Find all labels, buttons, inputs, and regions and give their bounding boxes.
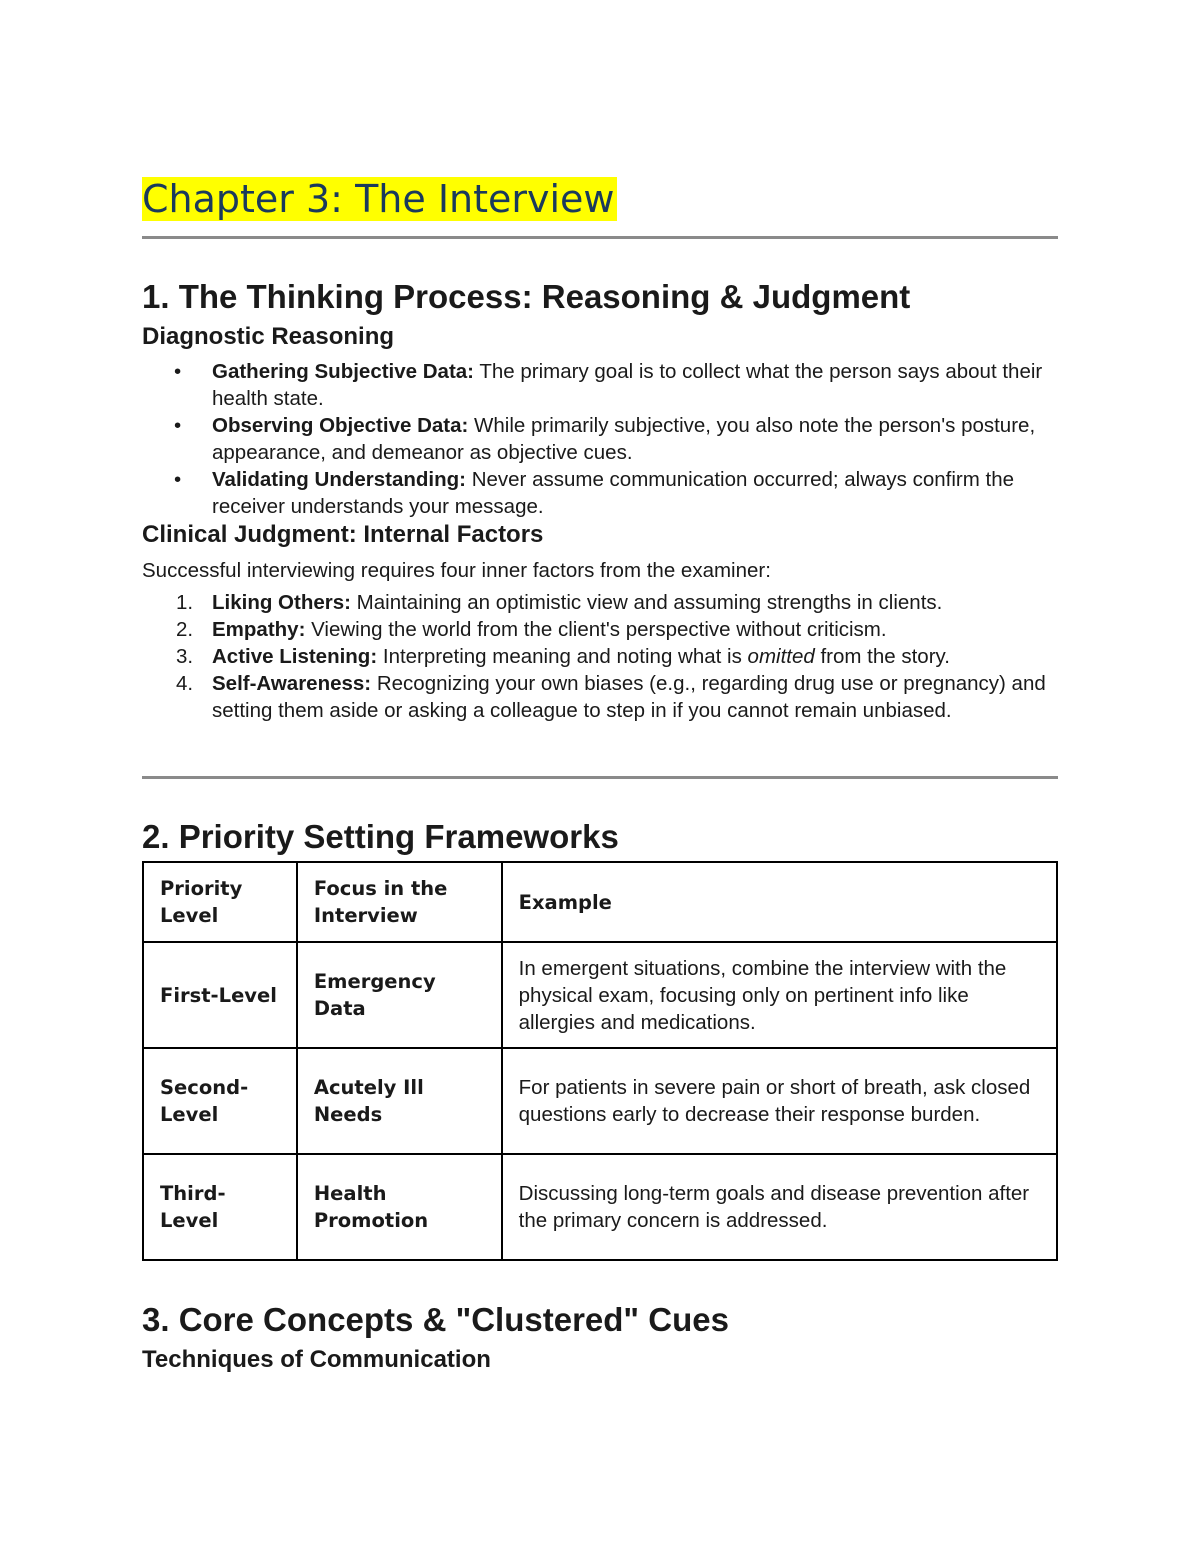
table-header-cell: Example xyxy=(502,862,1057,942)
number-marker: 2. xyxy=(176,618,194,641)
section-2-heading: 2. Priority Setting Frameworks xyxy=(142,818,619,855)
clinical-judgment-heading: Clinical Judgment: Internal Factors xyxy=(142,521,544,548)
description: While primarily subjective, you also note the person's posture, appearance, and demeanor as objective cues. xyxy=(212,414,1036,464)
techniques-heading: Techniques of Communication xyxy=(142,1346,491,1373)
bullet-marker: • xyxy=(174,468,182,491)
table-header-cell: Priority Level xyxy=(143,862,297,942)
bullet-marker: • xyxy=(174,414,182,437)
description: Interpreting meaning and noting what is xyxy=(377,645,748,668)
table-cell: Emergency Data xyxy=(297,942,502,1048)
divider-1 xyxy=(142,236,1058,239)
table-cell: Second-Level xyxy=(143,1048,297,1154)
table-cell: Third-Level xyxy=(143,1154,297,1260)
table-cell: Health Promotion xyxy=(297,1154,502,1260)
description: Viewing the world from the client's perspective without criticism. xyxy=(305,618,887,641)
term: Observing Objective Data: xyxy=(212,414,469,437)
table-cell: Acutely Ill Needs xyxy=(297,1048,502,1154)
title-highlight: Chapter 3: The Interview xyxy=(142,177,615,221)
emphasis: omitted xyxy=(747,645,815,668)
page-title xyxy=(142,174,617,224)
list-item xyxy=(142,616,1058,643)
list-item xyxy=(142,643,1058,670)
bullet-marker: • xyxy=(174,360,182,383)
term: Validating Understanding: xyxy=(212,468,466,491)
divider-2 xyxy=(142,776,1058,779)
table-header-cell: Focus in the Interview xyxy=(297,862,502,942)
term: Empathy: xyxy=(212,618,306,641)
diagnostic-bullet-list xyxy=(142,358,1058,520)
term: Gathering Subjective Data: xyxy=(212,360,475,383)
table-cell: Discussing long-term goals and disease prevention after the primary concern is addressed. xyxy=(502,1154,1057,1260)
table-row xyxy=(143,1154,1057,1260)
description: The primary goal is to collect what the person says about their health state. xyxy=(212,360,1043,410)
description: Never assume communication occurred; always confirm the receiver understands your message. xyxy=(212,468,1015,518)
section-1-heading: 1. The Thinking Process: Reasoning & Judgment xyxy=(142,278,911,315)
description: Maintaining an optimistic view and assuming strengths in clients. xyxy=(350,591,943,614)
table-row xyxy=(143,1048,1057,1154)
table-cell: For patients in severe pain or short of breath, ask closed questions early to decrease their response burden. xyxy=(502,1048,1057,1154)
list-item xyxy=(142,466,1058,520)
term: Self-Awareness: xyxy=(212,672,372,695)
section-3-heading: 3. Core Concepts & "Clustered" Cues xyxy=(142,1301,729,1338)
number-marker: 1. xyxy=(176,591,194,614)
description: Recognizing your own biases (e.g., regarding drug use or pregnancy) and setting them aside or asking a colleague to step in if you cannot remain unbiased. xyxy=(212,672,1046,722)
description-end: from the story. xyxy=(814,645,950,668)
number-marker: 4. xyxy=(176,672,194,695)
table-row xyxy=(143,942,1057,1048)
table-header-row xyxy=(143,862,1057,942)
table-cell: In emergent situations, combine the interview with the physical exam, focusing only on pertinent info like allergies and medications. xyxy=(502,942,1057,1048)
priority-table xyxy=(142,861,1058,1261)
number-marker: 3. xyxy=(176,645,194,668)
inner-factors-list xyxy=(142,589,1058,724)
list-item xyxy=(142,670,1058,724)
clinical-judgment-intro: Successful interviewing requires four inner factors from the examiner: xyxy=(142,559,771,582)
term: Liking Others: xyxy=(212,591,351,614)
list-item xyxy=(142,589,1058,616)
diagnostic-reasoning-heading: Diagnostic Reasoning xyxy=(142,323,395,350)
list-item xyxy=(142,412,1058,466)
table-cell: First-Level xyxy=(143,942,297,1048)
term: Active Listening: xyxy=(212,645,378,668)
list-item xyxy=(142,358,1058,412)
